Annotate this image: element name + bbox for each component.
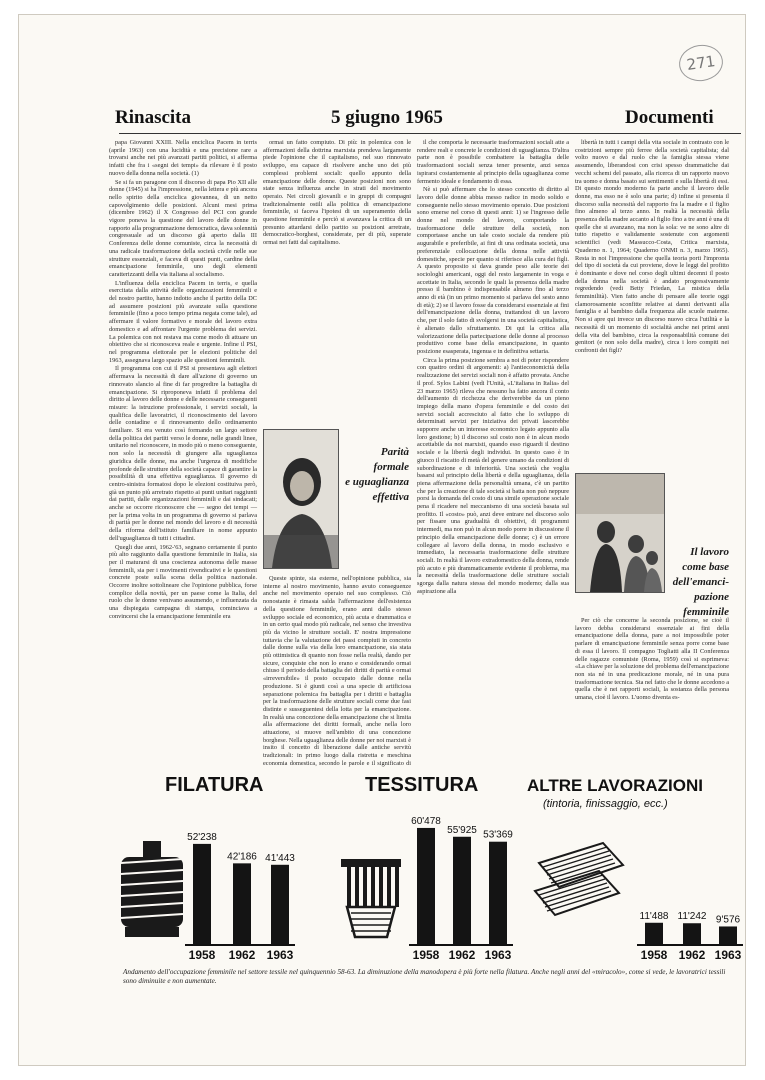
chart-data-label: 42'186	[227, 851, 257, 863]
paragraph: L'influenza della enciclica Pacem in terris, e quella esercitata dalla attività delle organizzazioni femminili e del nostro partito, hanno indotto anche il partito della DC ad assumere posizioni più avanzate sulla questione femminile (fino a poco tempo prima negata come tale), ad affermare il valore formativo e morale del lavoro extra domestico e ad affrontare l'urgente problema dei servizi. La polemica con noi restava ma come modo di attuare un obiettivo che si riconosceva reale e urgente. Infine il PSI, nel programma elettorale per le elezioni politiche del 1963, assegnava largo spazio alle questioni femminili.	[109, 279, 257, 364]
photo-mother-children	[575, 473, 665, 593]
chart-bar	[193, 844, 211, 945]
magazine-title: Rinascita	[115, 107, 191, 128]
chart-panel-subtitle: (tintoria, finissaggio, ecc.)	[543, 798, 668, 810]
chart-data-label: 55'925	[447, 824, 477, 836]
photo-woman-portrait	[263, 429, 339, 569]
paragraph: Quegli due anni, 1962-'63, segnano certamente il punto più alto raggiunto dalla questione femminile in Italia, sia per il maturarsi di una coscienza autonoma delle masse femminili, sia per i movimenti rivendicativi e le questioni concrete poste sulla scena della politica nazionale. Occorre inoltre sottolineare che l'opinione pubblica, forse complice della novità, per un paese come la Italia, del ruolo che le donne venivano assumendo, e influenzata da una dispiegata campagna di stampa, cominciava a convincersi che la emancipazione femminile era	[109, 543, 257, 620]
chart-bar	[233, 863, 251, 945]
chart-category-label: 1958	[188, 948, 216, 962]
spindle-top	[143, 841, 161, 857]
loom-warp	[387, 867, 391, 907]
paragraph: Se si fa un paragone con il discorso di papa Pio XII alle donne (1945) si ha l'impressione, nella lettera e più ancora nello spirito della enciclica giovannea, di un netto capovolgimento delle posizioni. Alcuni mesi prima (dicembre 1962) il X Congresso del PCI con grande vigore poneva la questione del lavoro delle donne in rapporto alla programmazione democratica, dava solennità congressuale ad un discorso già aperto dalla III Conferenza delle donne comuniste, circa la necessità di una radicale trasformazione della società civile nelle sue strutture essenziali, e faceva di questi punti, cardine della emancipazione femminile, uno degli elementi caratterizzanti della via italiana al socialismo.	[109, 178, 257, 278]
section-title: Documenti	[625, 107, 714, 128]
chart-panel-title: FILATURA	[165, 774, 264, 796]
loom-icon	[341, 859, 401, 867]
textile-employment-chart	[103, 767, 742, 963]
chart-category-label: 1962	[228, 948, 256, 962]
chart-bar	[271, 865, 289, 945]
paragraph: Il programma con cui il PSI si presentava agli elettori affermava la necessità di dare all'azione di governo un rinnovato slancio al fine di far progredire la battaglia di emancipazione. Si riproponeva infatti il problema del diritto al lavoro delle donne e delle necessarie conseguenti misure: la istruzione professionale, i servizi sociali, la qualifica delle lavoratrici, il riconoscimento del lavoro delle contadine e il rinnovamento dello ordinamento familiare. Si era venuto così formando un largo settore della politica dei partiti verso le donne, nelle grandi linee, unitario nel riconoscere, in modo più o meno conseguente, non solo la necessità di giungere alla uguaglianza giuridica delle donne, ma anche l'urgenza di modifiche profonde delle strutture della società capace di garantire la possibilità di una effettiva eguaglianza. Il governo di centro-sinistra formatosi dopo le elezioni costituiva però, già un punto più arretrato rispetto ai punti unitari raggiunti dai partiti, dalle organizzazioni femminili e dai sindacati; anche se occorre riconoscere che — segno dei tempi — per la prima volta in un programma di governo si parlava di parità per le donne nel mondo del lavoro e di necessità della riforma dell'istituto familiare in nome appunto dell'uguaglianza di tutti i cittadini.	[109, 365, 257, 542]
page-number: 271	[677, 42, 726, 84]
article-column-2-upper	[263, 139, 411, 424]
chart-panel-title: TESSITURA	[365, 774, 479, 796]
page	[18, 14, 746, 1066]
spindle-base	[125, 927, 179, 937]
header-rule	[119, 133, 741, 134]
loom-warp	[355, 867, 359, 907]
chart-data-label: 11'488	[639, 910, 669, 922]
chart-category-label: 1963	[266, 948, 294, 962]
article-column-4-upper	[575, 139, 729, 469]
paragraph: libertà in tutti i campi della vita sociale in contrasto con le costrizioni sempre più ferree della società capitalista; dal volto nuovo e dal ruolo che la famiglia stessa viene assumendo, liberandosi con crisi spesso drammatiche dai vecchi schemi del passato, alla ricerca di un rapporto nuovo tra uomo e donna basato sui sentimenti e sulla libertà di essi. Di questo mondo moderno fa parte anche il lavoro delle donne, ma esso ne è solo una parte; d) infine si presenta il discorso sulla necessità del rapporto fra la madre e il figlio fino almeno al terzo anno. In realtà la necessità della presenza della madre accanto al figlio fino a tre anni è una di quelle che si avanzano, ma non la sola: ve ne sono altre di tutto rispetto e validamente sostenute con argomenti scientifici (vedi Massucco-Costa, Critica marxista, Quaderno n. 1, 1964; Quaderno ONMI n. 3, marzo 1965). Resta in noi l'impressione che quella teoria porti l'impronta del tipo di società da cui proviene, dove le leggi del profitto è dominante e dove nel corso degli ultimi decenni il posto della donna nella società è andato progressivamente regredendo (vedi Betty Friedan, La mistica della femminilità). Vien fatto anche di pensare alle teorie oggi clamorosamente sconfitte relative ai danni derivanti alla famiglia e al bambino dalla frequenza alle scuole materne. Non si apre qui invece un discorso nuovo circa l'utilità e la necessità di un momento di socialità anche nei primi anni della vita del bambino, circa la responsabilità comune dei genitori (e non solo della madre), circa i loro compiti nei confronti dei figli?	[575, 139, 729, 354]
chart-bar	[683, 923, 701, 945]
sidebar-caption-parita: Parità formale e uguaglianza effettiva	[345, 446, 409, 503]
chart-category-label: 1958	[412, 948, 440, 962]
chart-category-label: 1962	[678, 948, 706, 962]
chart-data-label: 9'576	[715, 914, 741, 926]
chart-data-label: 60'478	[411, 815, 441, 827]
paragraph: Per ciò che concerne la seconda posizione, se cioè il lavoro debba considerarsi essenziale ai fini della emancipazione della donna, pare a noi impossibile poter parlare di emancipazione femminile senza porre come base di essa il lavoro. Il compagno Togliatti alla II Conferenza delle ragazze comuniste (Roma, 1959) così si esprimeva: «La chiave per la soluzione del problema dell'emancipazione non sta né in una predicazione morale, né in una pura trasformazione tecnica. Sta nel fatto che le donne accedono a quella che è nei rapporti sociali, la sostanza della persona umana, cioè il lavoro. L'uomo diventa es-	[575, 617, 729, 702]
chart-bar	[719, 926, 737, 945]
chart-data-label: 41'443	[265, 852, 295, 864]
paragraph: Queste spinte, sia esterne, nell'opinione pubblica, sia interne al nostro movimento, hanno avuto conseguenze anche nel movimento operaio nel suo complesso. Ciò nonostante è rimasta salda l'affermazione dell'esistenza della questione femminile, erano anni dallo stesso sviluppo sociale ed economico, più acuta e drammatica e in un certo qual modo più radicale, nel senso che investiva più da vicino le strutture sociali. E' nostra impressione tuttavia che la valutazione dei passi compiuti in concreto dalle donne sulla via della loro emancipazione, sia stata più ottimistica di quanto non fosse nella realtà, dando per sicure, conquiste che non lo erano e considerando ormai chiuso il periodo della battaglia dei diritti di parità e ormai «irreversibile» il posto occupato dalle donne nella produzione. Si è giunti così a una specie di artificiosa separazione polemica fra battaglia per i diritti e battaglia per la trasformazione delle strutture sociali come due fasi distinte e susseguentesi della lotta per la emancipazione. In realtà una concezione della emancipazione che si limita alla affermazione dei diritti formali, anche nella loro attuazione, si muove nell'ambito di una concezione borghese. Nella uguaglianza delle donne per noi marxisti è insito il concetto di liberazione dalle antiche servitù tradizionali: in primo luogo dalla ristretta e meschina economia domestica, secondo le parole e il significato di	[263, 575, 411, 767]
chart-data-label: 52'238	[187, 831, 217, 843]
chart-bar	[489, 842, 507, 945]
chart-category-label: 1962	[448, 948, 476, 962]
chart-data-label: 11'242	[677, 911, 707, 923]
chart-bar	[417, 828, 435, 945]
paragraph: Circa la prima posizione sembra a noi di poter rispondere con quattro ordini di argomenti: a) l'antieconomicità della realizzazione dei servizi sociali non è affatto provata. Anche il prof. Sylos Labini (vedi l'Unità, «L'italiana in Italia» del 23 marzo 1965) rileva che nessuno ha fatto ancora il conto dell'aumento di ricchezza che deriverebbe da un pieno impiego della mano d'opera femminile e del costo dei servizi sociali accresciuto al fatto che lo sviluppo di determinati servizi per iniziativa dei privati lascerebbe supporre anche un interesse economico legato appunto alla loro gestione; b) il discorso sul costo non è in alcun modo accettabile da noi marxisti, quando esso riguardi il destino sociale e la libertà degli individui. In questo caso è in giuoco il riscatto di metà del genere umano da condizioni di subordinazione e di inferiorità. Una società che voglia basarsi sul principio della libertà e della uguaglianza, della piena affermazione della personalità umana, c'è un partito che per la creazione di tale società si batta non può neppure porsi la domanda del costo di una simile operazione sociale pena il ricadere nel meccanismo di una società basata sul profitto. Il «costo» può, anzi deve entrare nel discorso solo per fissare una gradualità di obiettivi, di programmi intermedi, ma non può in alcun modo porre in discussione il principio della emancipazione delle donne; c) è un errore collegare al lavoro della donna, in modo esclusivo e immediato, la necessaria trasformazione delle strutture sociali. In realtà il lavoro extradomestico della donna, rende più acuto e più drammaticamente evidente il problema, ma la necessità della trasformazione delle strutture sociali sgorga dalla natura stessa del mondo moderno; dalla sua aspirazione alla	[417, 356, 569, 595]
loom-warp	[363, 867, 367, 907]
loom-warp	[371, 867, 375, 907]
loom-warp	[395, 867, 399, 907]
chart-bar	[453, 837, 471, 945]
loom-warp	[347, 867, 351, 907]
chart-category-label: 1963	[484, 948, 512, 962]
paragraph: papa Giovanni XXIII. Nella enciclica Pacem in terris (aprile 1963) con una lucidità e una precisione rare a trovarsi anche nei più avanzati partiti politici, si afferma infatti che fra i «segni dei tempi» da rilevare è il posto nuovo della donna nella società. (1)	[109, 139, 257, 177]
issue-date: 5 giugno 1965	[331, 107, 443, 128]
loom-warp	[379, 867, 383, 907]
chart-category-label: 1958	[640, 948, 668, 962]
paragraph: Nè si può affermare che lo stesso concetto di diritto al lavoro delle donne abbia messo radice in modo solido e conseguente nello stesso movimento operaio. Due posizioni sono emerse nel corso di questi anni: 1) se l'ingresso delle donne nel mondo del lavoro, comportando la trasformazione delle strutture della società, non comportasse anche un tale costo sociale da rendere più augurabile e preferibile, ai fini di una ordinata società, una preferenziale collocazione della donna nelle attività domestiche, specie per quanto si riferisce alla cura dei figli. A questo proposito si dava grande peso alle teorie dei sociologhi americani, oggi del resto largamente in voga e accettate in Italia, secondo le quali la presenza della madre presso il bambino è indispensabile almeno fino al terzo anno di età (in un primo momento si parlava del sesto anno di età); 2) se il lavoro fosse da considerarsi essenziale ai fini dell'emancipazione della donna, trattandosi di un lavoro che, per il solo fatto di svolgersi in una società capitalistica, è alienato dallo sfruttamento. Di qui la critica alla valorizzazione della partecipazione delle donne al processo produttivo come base della emancipazione, in quanto posizione esasperata, ingenua e in definitiva settaria.	[417, 186, 569, 355]
chart-panel-title: ALTRE LAVORAZIONI	[527, 776, 703, 795]
paragraph: ormai un fatto compiuto. Di più: in polemica con le affermazioni della dottrina marxista prendeva largamente piede l'opinione che il capitalismo, nel suo rinnovato sviluppo, era capace di risolvere anche uno dei più complessi problemi sociali: quello appunto della emancipazione delle donne. Queste posizioni non sono state senza influenza anche in strati del movimento operaio. Nei circoli giovanili e in gruppi di compagni tradizionalmente ostili alla politica di emancipazione femminile, si faceva l'ipotesi di un superamento della questione femminile e perciò si avanzava la critica di un presunto attardarsi dello partito su posizioni arretrate, democratico-borghesi, considerate, per di più, superate ormai nei fatti dal capitalismo.	[263, 139, 411, 247]
chart-bar	[645, 923, 663, 945]
chart-footnote: Andamento dell'occupazione femminile nel settore tessile nel quinquennio 58-63. La diminuzione della manodopera è più forte nella filatura. Anche negli anni del «miracolo», come si vede, le lavoratrici tessili sono diminuite e non aumentate.	[123, 968, 726, 985]
sidebar-caption-lavoro: Il lavoro come base dell'emanci- pazione femminile	[672, 546, 729, 618]
chart-category-label: 1963	[714, 948, 742, 962]
paragraph: il che comporta le necessarie trasformazioni sociali atte a rendere reali e concrete le condizioni di uguaglianza. D'altra parte non è possibile combattere la battaglia delle trasformazioni sociali senza tener presente, anzi senza ispirarsi costantemente al principio della uguaglianza come fermento ideale e fondamento di essa.	[417, 139, 569, 185]
chart-data-label: 53'369	[483, 829, 513, 841]
